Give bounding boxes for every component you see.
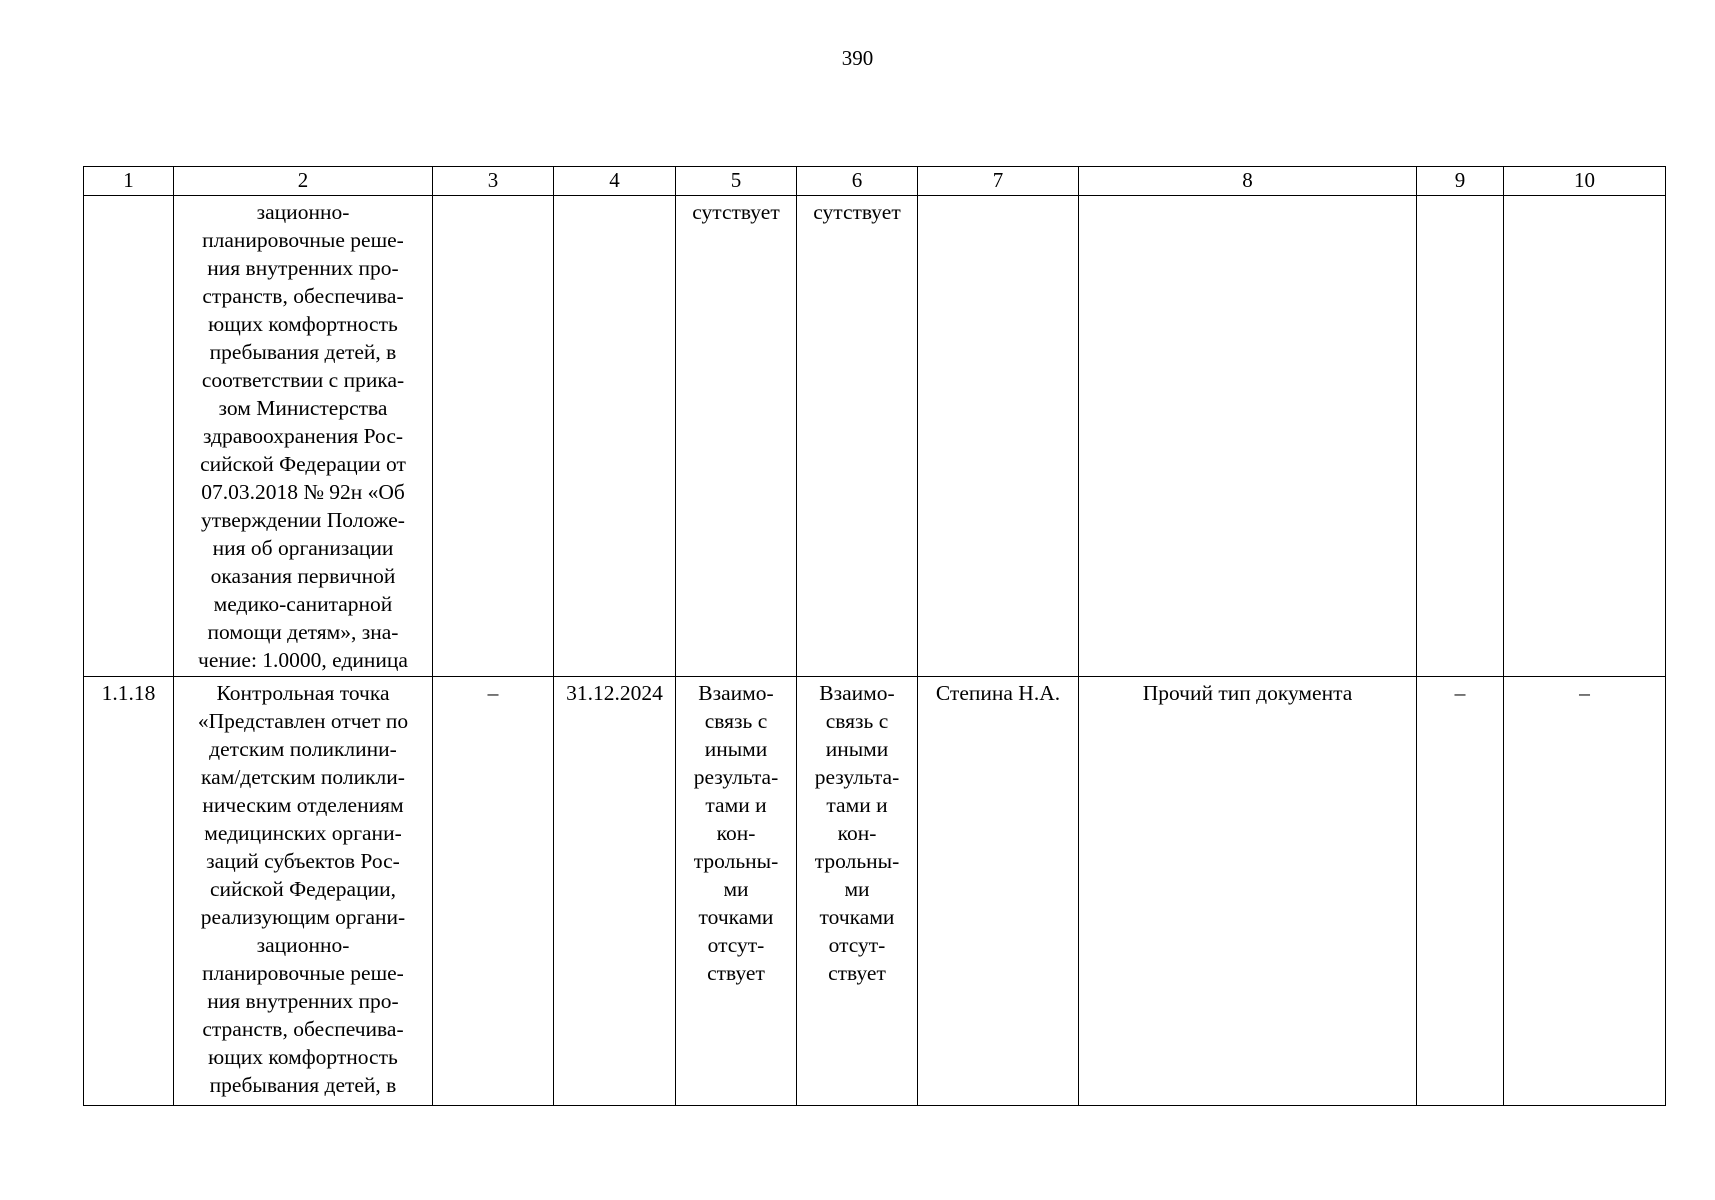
header-row xyxy=(84,167,1666,196)
cell-number xyxy=(84,196,174,677)
column-header-4: 4 xyxy=(554,167,676,196)
cell-col9 xyxy=(1417,196,1504,677)
table-row xyxy=(84,196,1666,677)
cell-col9: – xyxy=(1417,677,1504,1106)
cell-responsible: Степина Н.А. xyxy=(918,677,1079,1106)
cell-date: 31.12.2024 xyxy=(554,677,676,1106)
cell-description: зационно- планировочные реше- ния внутренних про- странств, обеспечива- ющих комфортность пребывания детей, в соответствии с прика- зом Министерства здравоохранения Рос- сийской Федерации от 07.03.2018 № 92н «Об утверждении Положе- ния об организации оказания первичной медико-санитарной помощи детям», зна- чение: 1.0000, единица xyxy=(174,196,433,677)
cell-col6: сутствует xyxy=(797,196,918,677)
document-table xyxy=(83,166,1666,1106)
column-header-5: 5 xyxy=(676,167,797,196)
column-header-2: 2 xyxy=(174,167,433,196)
column-header-1: 1 xyxy=(84,167,174,196)
cell-number: 1.1.18 xyxy=(84,677,174,1106)
cell-col10 xyxy=(1504,196,1666,677)
cell-col3 xyxy=(433,196,554,677)
cell-description: Контрольная точка «Представлен отчет по детским поликлини- кам/детским поликли- ническим отделениям медицинских органи- заций субъектов Рос- сийской Федерации, реализующим органи- зационно- планировочные реше- ния внутренних про- странств, обеспечива- ющих комфортность пребывания детей, в xyxy=(174,677,433,1106)
cell-col3: – xyxy=(433,677,554,1106)
table-row xyxy=(84,677,1666,1106)
cell-col10: – xyxy=(1504,677,1666,1106)
column-header-10: 10 xyxy=(1504,167,1666,196)
page-number: 390 xyxy=(841,46,874,70)
column-header-7: 7 xyxy=(918,167,1079,196)
cell-responsible xyxy=(918,196,1079,677)
cell-document-type xyxy=(1079,196,1417,677)
column-header-8: 8 xyxy=(1079,167,1417,196)
cell-document-type: Прочий тип документа xyxy=(1079,677,1417,1106)
column-header-3: 3 xyxy=(433,167,554,196)
column-header-9: 9 xyxy=(1417,167,1504,196)
cell-col6: Взаимо- связь с иными результа- тами и кон- трольны- ми точками отсут- ствует xyxy=(797,677,918,1106)
column-header-6: 6 xyxy=(797,167,918,196)
cell-col5: сутствует xyxy=(676,196,797,677)
cell-col5: Взаимо- связь с иными результа- тами и кон- трольны- ми точками отсут- ствует xyxy=(676,677,797,1106)
cell-date xyxy=(554,196,676,677)
